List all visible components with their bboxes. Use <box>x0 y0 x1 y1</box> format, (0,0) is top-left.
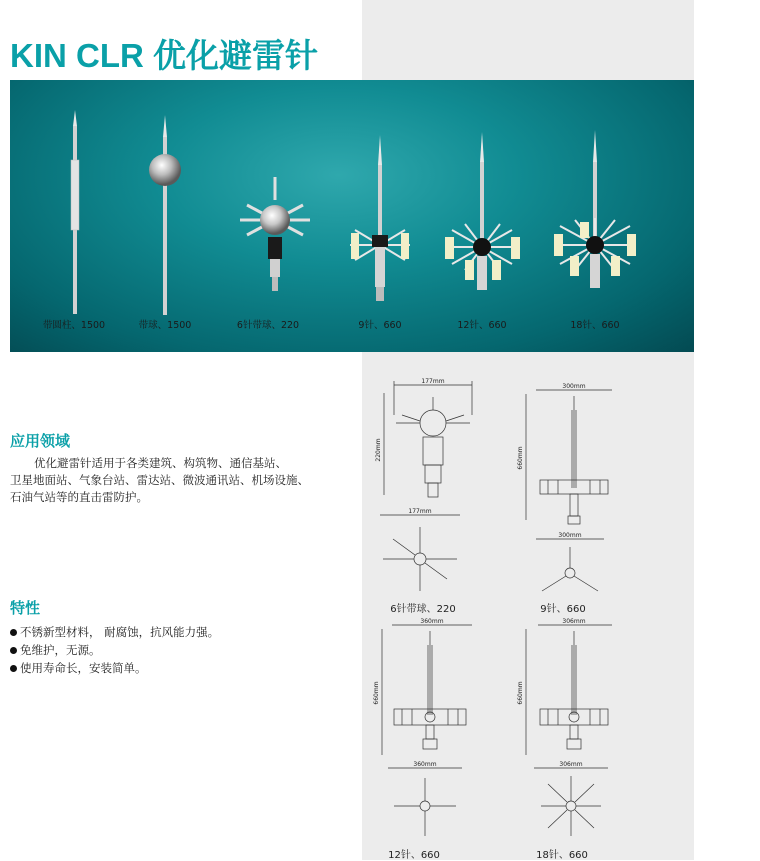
application-text <box>10 455 320 506</box>
rod-with-cylinder-image <box>60 110 90 315</box>
product-label: 带圆柱、1500 <box>42 320 106 331</box>
drawing-caption: 9针、660 <box>540 604 586 615</box>
product-label: 6针带球、220 <box>236 320 300 331</box>
drawing-twelve-needle-top <box>380 762 470 842</box>
product-label: 18针、660 <box>570 320 620 331</box>
drawing-twelve-needle-side <box>372 615 484 765</box>
feature-item: 免维护，无源。 <box>10 641 219 659</box>
rod-with-ball-image <box>145 115 185 315</box>
dimension-label: 306mm <box>559 761 583 768</box>
product-label: 12针、660 <box>457 320 507 331</box>
dimension-label: 306mm <box>562 618 586 625</box>
dimension-label: 177mm <box>421 378 445 385</box>
drawing-caption: 18针、660 <box>536 850 588 861</box>
feature-item: 使用寿命长，安装简单。 <box>10 659 219 677</box>
drawing-eighteen-needle-side <box>518 615 618 765</box>
drawing-nine-needle-top <box>530 533 610 601</box>
product-banner <box>10 80 694 352</box>
page-title: KIN CLR 优化避雷针 <box>10 37 318 74</box>
drawing-six-needle-top <box>375 507 465 597</box>
bullet-icon <box>10 665 17 672</box>
dimension-label: 360mm <box>420 618 444 625</box>
application-line: 卫星地面站、气象台站、雷达站、微波通讯站、机场设施、 <box>10 473 309 487</box>
dimension-label: 660mm <box>517 681 524 705</box>
twelve-needle-image <box>440 132 525 302</box>
feature-item: 不锈新型材料， 耐腐蚀，抗风能力强。 <box>10 623 219 641</box>
application-heading: 应用领域 <box>10 432 71 450</box>
features-list <box>10 623 219 677</box>
six-needle-ball-image <box>235 175 315 295</box>
product-label: 9针、660 <box>358 320 402 331</box>
product-label: 带球、1500 <box>138 320 192 331</box>
bullet-icon <box>10 629 17 636</box>
drawing-six-needle-side <box>372 375 484 515</box>
drawing-nine-needle-side <box>518 380 618 528</box>
drawing-caption: 6针带球、220 <box>390 604 456 615</box>
eighteen-needle-image <box>550 130 640 300</box>
bullet-icon <box>10 647 17 654</box>
drawing-caption: 12针、660 <box>388 850 440 861</box>
application-line: 石油气站等的直击雷防护。 <box>10 490 148 504</box>
dimension-label: 360mm <box>413 761 437 768</box>
dimension-label: 220mm <box>375 438 382 462</box>
drawing-eighteen-needle-top <box>526 762 616 842</box>
features-heading: 特性 <box>10 599 41 617</box>
application-line: 优化避雷针适用于各类建筑、构筑物、通信基站、 <box>34 456 287 470</box>
dimension-label: 177mm <box>408 508 432 515</box>
dimension-label: 300mm <box>562 383 586 390</box>
dimension-label: 660mm <box>517 446 524 470</box>
nine-needle-image <box>345 135 415 305</box>
dimension-label: 300mm <box>558 532 582 539</box>
dimension-label: 660mm <box>373 681 380 705</box>
